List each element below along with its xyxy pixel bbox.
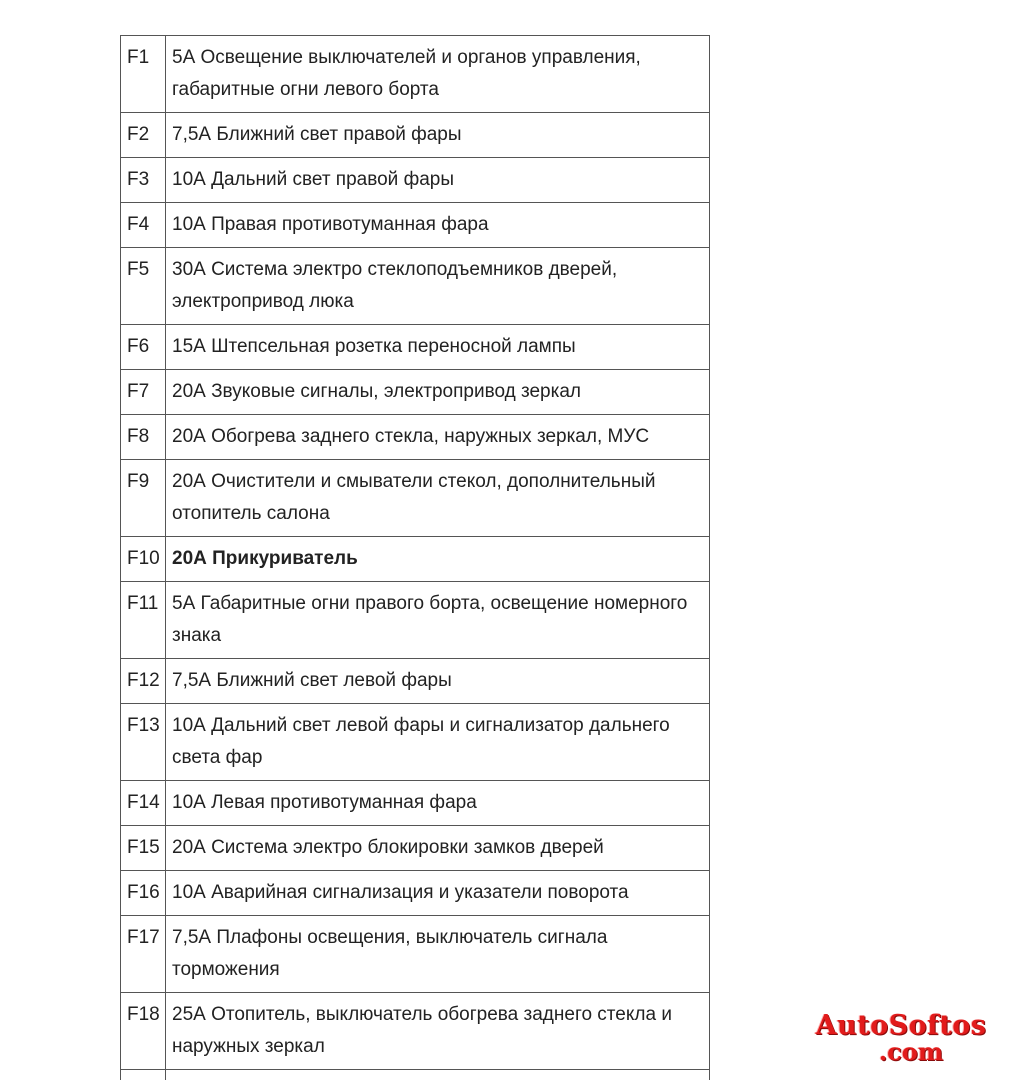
fuse-description: 5А Освещение выключателей и органов управления, габаритные огни левого борта [166,36,710,113]
table-row [121,582,710,659]
table-row [121,113,710,158]
watermark-logo [806,1012,996,1064]
fuse-description: 10А Левая противотуманная фара [166,781,710,826]
fuse-code: F7 [121,370,166,415]
fuse-description: 7,5А Ближний свет левой фары [166,659,710,704]
fuse-code: F6 [121,325,166,370]
fuse-description: 10А Дальний свет правой фары [166,158,710,203]
fuse-description: 15А Штепсельная розетка переносной лампы [166,325,710,370]
table-row [121,370,710,415]
fuse-description: 20А Звуковые сигналы, электропривод зеркал [166,370,710,415]
fuse-code: F17 [121,916,166,993]
fuse-table [120,35,710,1080]
fuse-code: F8 [121,415,166,460]
fuse-code: F14 [121,781,166,826]
table-row [121,203,710,248]
table-row [121,781,710,826]
fuse-description: 20А Очистители и смыватели стекол, дополнительный отопитель салона [166,460,710,537]
fuse-code: F18 [121,993,166,1070]
table-row [121,916,710,993]
fuse-code: F16 [121,871,166,916]
fuse-description: 20А Прикуриватель [166,537,710,582]
table-row [121,248,710,325]
table-row [121,704,710,781]
fuse-description: 20А Обогрева заднего стекла, наружных зеркал, МУС [166,415,710,460]
table-row [121,659,710,704]
fuse-code: F5 [121,248,166,325]
fuse-description: 7,5А Плафоны освещения, выключатель сигнала торможения [166,916,710,993]
fuse-code: F12 [121,659,166,704]
fuse-description: 5А Габаритные огни правого борта, освещение номерного знака [166,582,710,659]
table-row [121,158,710,203]
fuse-code: F3 [121,158,166,203]
table-row [121,460,710,537]
fuse-description: 7,5А Ближний свет правой фары [166,113,710,158]
fuse-code: F11 [121,582,166,659]
fuse-code: F15 [121,826,166,871]
fuse-description: 30А Система электро стеклоподъемников дверей, электропривод люка [166,248,710,325]
fuse-description: 10А Дальний свет левой фары и сигнализатор дальнего света фар [166,704,710,781]
watermark-line1: AutoSoftos [815,1010,987,1041]
fuse-code: F9 [121,460,166,537]
fuse-code: F4 [121,203,166,248]
table-row [121,36,710,113]
fuse-description: 10А Правая противотуманная фара [166,203,710,248]
table-row [121,537,710,582]
table-row [121,871,710,916]
fuse-code [121,1070,166,1080]
fuse-description: 10А Аварийная сигнализация и указатели поворота [166,871,710,916]
fuse-code: F13 [121,704,166,781]
fuse-code: F1 [121,36,166,113]
table-row [121,993,710,1070]
table-row [121,325,710,370]
fuse-code: F10 [121,537,166,582]
table-row [121,415,710,460]
fuse-description [166,1070,710,1080]
watermark-line2: .com [878,1037,944,1066]
table-row [121,826,710,871]
table-row [121,1070,710,1080]
fuse-description: 25А Отопитель, выключатель обогрева заднего стекла и наружных зеркал [166,993,710,1070]
fuse-code: F2 [121,113,166,158]
fuse-description: 20А Система электро блокировки замков дверей [166,826,710,871]
